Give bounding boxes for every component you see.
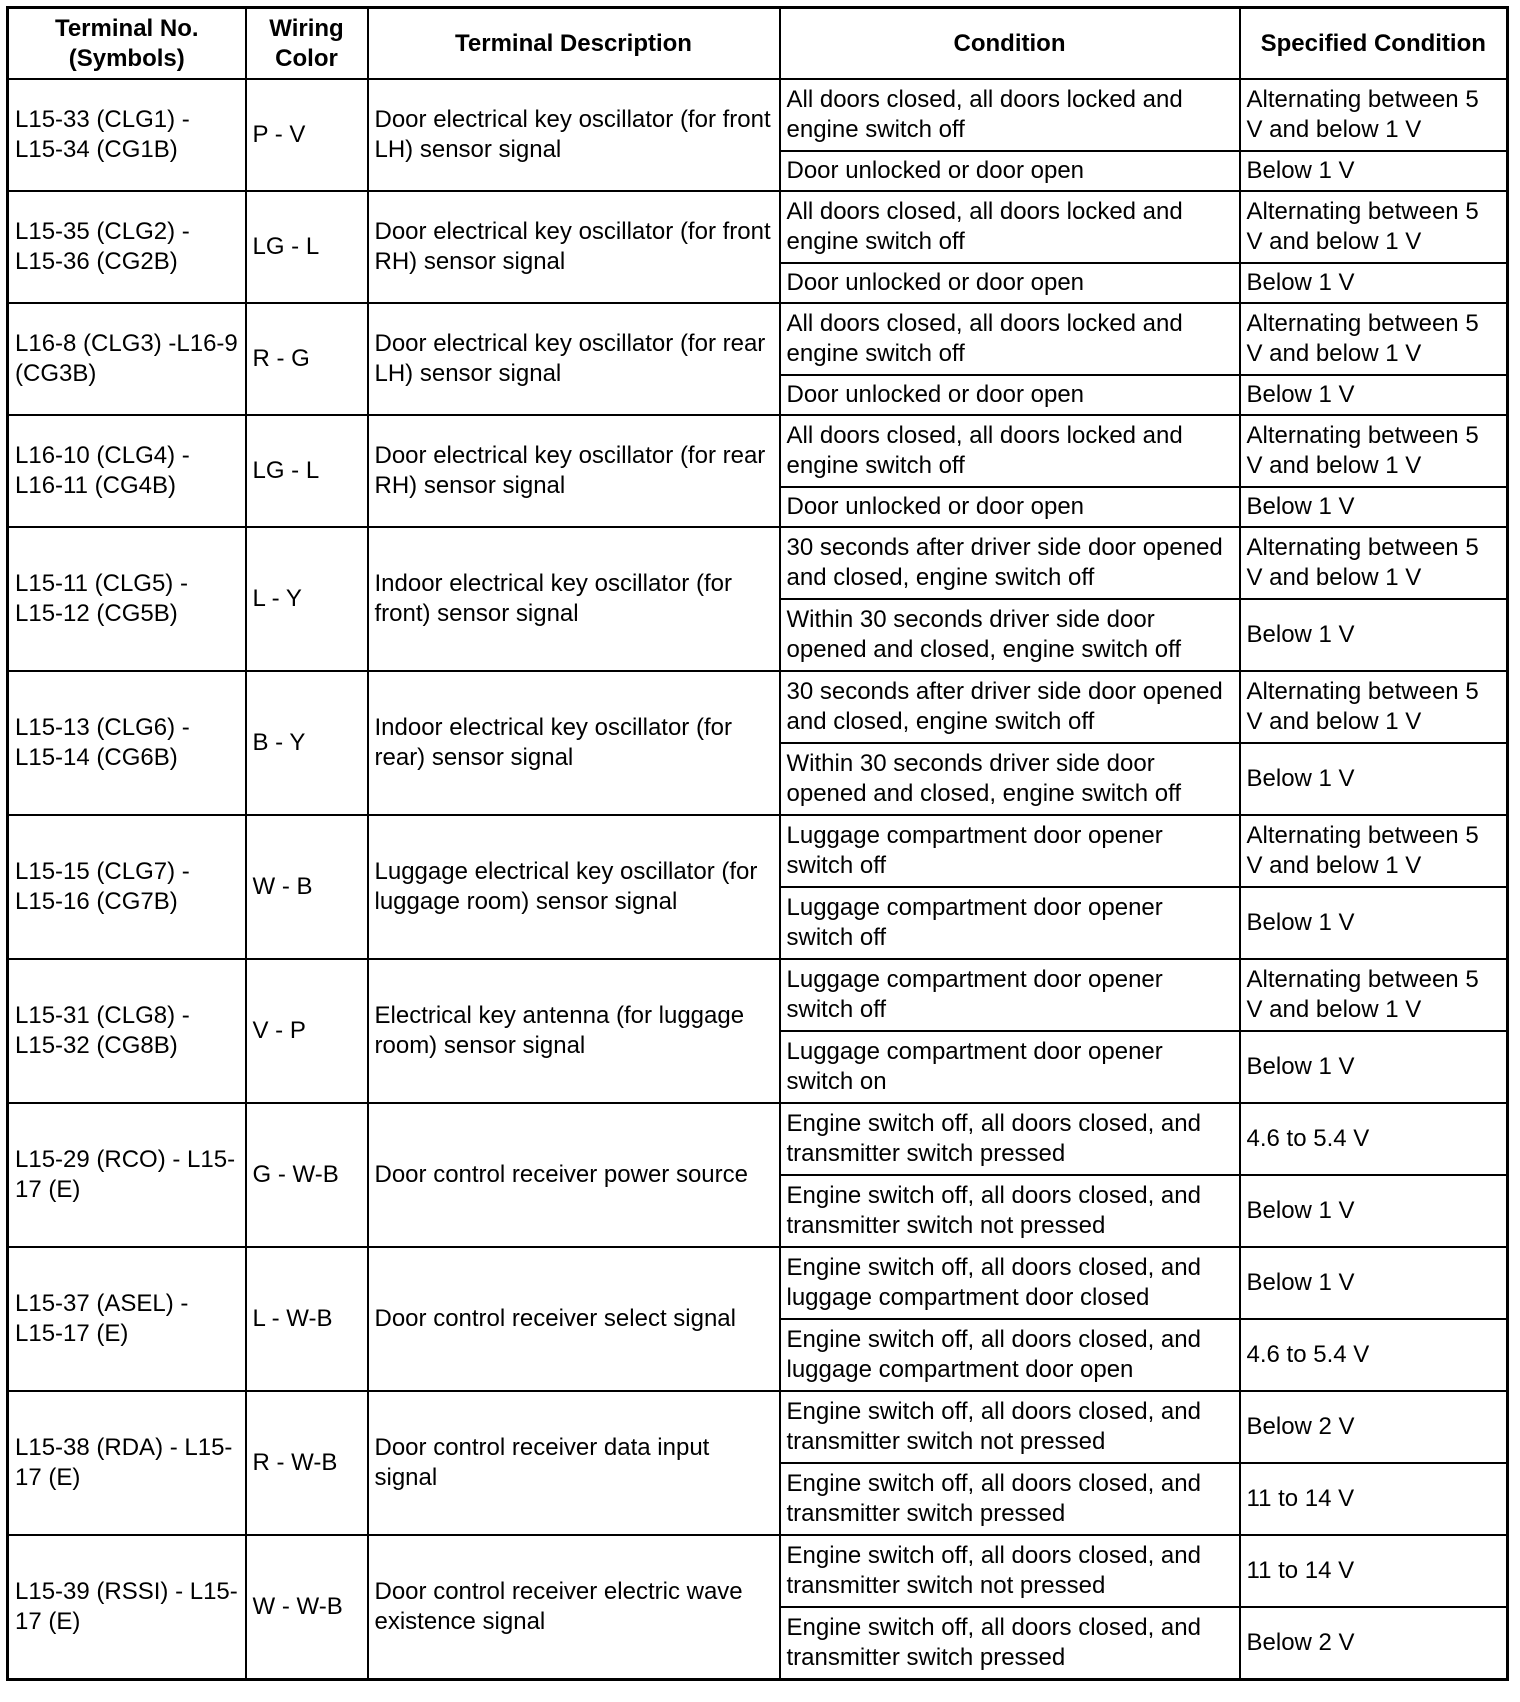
table-body	[8, 79, 1508, 1680]
terminal-cell: L15-33 (CLG1) - L15-34 (CG1B)	[8, 79, 246, 191]
table-row	[8, 1103, 1508, 1175]
condition-cell: 30 seconds after driver side door opened and closed, engine switch off	[780, 671, 1240, 743]
specified-condition-cell: 11 to 14 V	[1240, 1463, 1508, 1535]
specified-condition-cell: Below 2 V	[1240, 1607, 1508, 1680]
condition-cell: All doors closed, all doors locked and engine switch off	[780, 303, 1240, 375]
table-row	[8, 191, 1508, 263]
condition-cell: Engine switch off, all doors closed, and transmitter switch pressed	[780, 1607, 1240, 1680]
condition-cell: Luggage compartment door opener switch on	[780, 1031, 1240, 1103]
condition-cell: Engine switch off, all doors closed, and transmitter switch pressed	[780, 1463, 1240, 1535]
specified-condition-cell: Below 1 V	[1240, 887, 1508, 959]
terminal-cell: L15-15 (CLG7) - L15-16 (CG7B)	[8, 815, 246, 959]
condition-cell: 30 seconds after driver side door opened and closed, engine switch off	[780, 527, 1240, 599]
table-row	[8, 79, 1508, 151]
condition-cell: All doors closed, all doors locked and engine switch off	[780, 415, 1240, 487]
header-condition: Condition	[780, 8, 1240, 80]
specified-condition-cell: Alternating between 5 V and below 1 V	[1240, 303, 1508, 375]
condition-cell: Engine switch off, all doors closed, and transmitter switch not pressed	[780, 1391, 1240, 1463]
specified-condition-cell: Alternating between 5 V and below 1 V	[1240, 415, 1508, 487]
specified-condition-cell: Below 1 V	[1240, 151, 1508, 191]
wiring-color-cell: L - Y	[246, 527, 368, 671]
header-wiring: Wiring Color	[246, 8, 368, 80]
condition-cell: Luggage compartment door opener switch off	[780, 815, 1240, 887]
specified-condition-cell: Alternating between 5 V and below 1 V	[1240, 815, 1508, 887]
wiring-color-cell: W - B	[246, 815, 368, 959]
condition-cell: All doors closed, all doors locked and engine switch off	[780, 79, 1240, 151]
terminal-description-cell: Door control receiver data input signal	[368, 1391, 780, 1535]
terminal-cell: L15-13 (CLG6) - L15-14 (CG6B)	[8, 671, 246, 815]
table-row	[8, 815, 1508, 887]
wiring-color-cell: L - W-B	[246, 1247, 368, 1391]
table-row	[8, 415, 1508, 487]
table-row	[8, 1535, 1508, 1607]
terminal-description-cell: Door control receiver select signal	[368, 1247, 780, 1391]
specified-condition-cell: Alternating between 5 V and below 1 V	[1240, 959, 1508, 1031]
terminal-cell: L15-35 (CLG2) - L15-36 (CG2B)	[8, 191, 246, 303]
table-row	[8, 1391, 1508, 1463]
terminal-description-cell: Door electrical key oscillator (for front LH) sensor signal	[368, 79, 780, 191]
terminal-description-cell: Indoor electrical key oscillator (for rear) sensor signal	[368, 671, 780, 815]
terminal-cell: L15-39 (RSSI) - L15-17 (E)	[8, 1535, 246, 1680]
terminal-description-cell: Door electrical key oscillator (for rear LH) sensor signal	[368, 303, 780, 415]
specified-condition-cell: Below 1 V	[1240, 487, 1508, 527]
terminal-cell: L15-31 (CLG8) - L15-32 (CG8B)	[8, 959, 246, 1103]
condition-cell: Door unlocked or door open	[780, 151, 1240, 191]
table-row	[8, 671, 1508, 743]
wiring-color-cell: R - W-B	[246, 1391, 368, 1535]
condition-cell: Engine switch off, all doors closed, and transmitter switch not pressed	[780, 1535, 1240, 1607]
specified-condition-cell: Alternating between 5 V and below 1 V	[1240, 191, 1508, 263]
terminal-description-cell: Electrical key antenna (for luggage room) sensor signal	[368, 959, 780, 1103]
wiring-color-cell: LG - L	[246, 191, 368, 303]
wiring-color-cell: R - G	[246, 303, 368, 415]
terminal-description-cell: Door electrical key oscillator (for rear RH) sensor signal	[368, 415, 780, 527]
header-row	[8, 8, 1508, 80]
specified-condition-cell: Below 1 V	[1240, 599, 1508, 671]
wiring-color-cell: B - Y	[246, 671, 368, 815]
terminal-cell: L16-10 (CLG4) - L16-11 (CG4B)	[8, 415, 246, 527]
specified-condition-cell: Below 1 V	[1240, 1031, 1508, 1103]
wiring-color-cell: LG - L	[246, 415, 368, 527]
condition-cell: Luggage compartment door opener switch off	[780, 887, 1240, 959]
specified-condition-cell: Below 1 V	[1240, 1175, 1508, 1247]
condition-cell: Within 30 seconds driver side door opened and closed, engine switch off	[780, 743, 1240, 815]
terminal-description-cell: Door control receiver power source	[368, 1103, 780, 1247]
terminal-cell: L16-8 (CLG3) -L16-9 (CG3B)	[8, 303, 246, 415]
terminal-description-cell: Door control receiver electric wave existence signal	[368, 1535, 780, 1680]
header-terminal: Terminal No. (Symbols)	[8, 8, 246, 80]
terminal-spec-table	[6, 6, 1509, 1681]
specified-condition-cell: Below 1 V	[1240, 1247, 1508, 1319]
specified-condition-cell: Alternating between 5 V and below 1 V	[1240, 671, 1508, 743]
table-row	[8, 303, 1508, 375]
condition-cell: Engine switch off, all doors closed, and transmitter switch not pressed	[780, 1175, 1240, 1247]
specified-condition-cell: Below 1 V	[1240, 263, 1508, 303]
condition-cell: All doors closed, all doors locked and engine switch off	[780, 191, 1240, 263]
condition-cell: Luggage compartment door opener switch off	[780, 959, 1240, 1031]
specified-condition-cell: 4.6 to 5.4 V	[1240, 1103, 1508, 1175]
terminal-description-cell: Indoor electrical key oscillator (for front) sensor signal	[368, 527, 780, 671]
terminal-description-cell: Door electrical key oscillator (for front RH) sensor signal	[368, 191, 780, 303]
terminal-cell: L15-11 (CLG5) - L15-12 (CG5B)	[8, 527, 246, 671]
specified-condition-cell: Alternating between 5 V and below 1 V	[1240, 527, 1508, 599]
table-row	[8, 1247, 1508, 1319]
wiring-color-cell: G - W-B	[246, 1103, 368, 1247]
specified-condition-cell: Below 1 V	[1240, 743, 1508, 815]
terminal-cell: L15-29 (RCO) - L15-17 (E)	[8, 1103, 246, 1247]
terminal-cell: L15-37 (ASEL) - L15-17 (E)	[8, 1247, 246, 1391]
condition-cell: Engine switch off, all doors closed, and luggage compartment door open	[780, 1319, 1240, 1391]
condition-cell: Door unlocked or door open	[780, 375, 1240, 415]
specified-condition-cell: Below 1 V	[1240, 375, 1508, 415]
condition-cell: Within 30 seconds driver side door opened and closed, engine switch off	[780, 599, 1240, 671]
table-row	[8, 527, 1508, 599]
header-description: Terminal Description	[368, 8, 780, 80]
wiring-color-cell: V - P	[246, 959, 368, 1103]
specified-condition-cell: 11 to 14 V	[1240, 1535, 1508, 1607]
specified-condition-cell: 4.6 to 5.4 V	[1240, 1319, 1508, 1391]
table-row	[8, 959, 1508, 1031]
header-specified: Specified Condition	[1240, 8, 1508, 80]
specified-condition-cell: Alternating between 5 V and below 1 V	[1240, 79, 1508, 151]
condition-cell: Engine switch off, all doors closed, and transmitter switch pressed	[780, 1103, 1240, 1175]
terminal-cell: L15-38 (RDA) - L15-17 (E)	[8, 1391, 246, 1535]
wiring-color-cell: P - V	[246, 79, 368, 191]
condition-cell: Door unlocked or door open	[780, 487, 1240, 527]
condition-cell: Engine switch off, all doors closed, and luggage compartment door closed	[780, 1247, 1240, 1319]
condition-cell: Door unlocked or door open	[780, 263, 1240, 303]
wiring-color-cell: W - W-B	[246, 1535, 368, 1680]
terminal-description-cell: Luggage electrical key oscillator (for luggage room) sensor signal	[368, 815, 780, 959]
specified-condition-cell: Below 2 V	[1240, 1391, 1508, 1463]
